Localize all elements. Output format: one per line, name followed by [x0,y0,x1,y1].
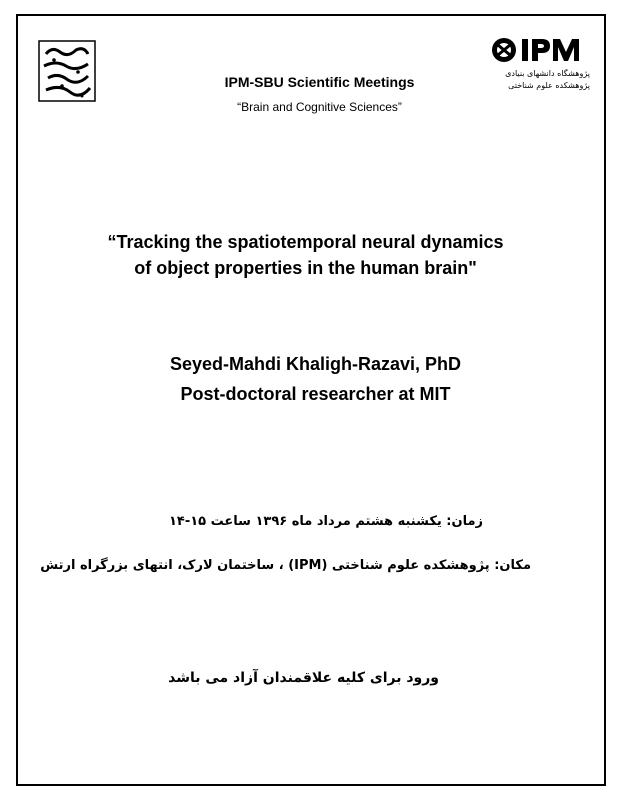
entry-note: ورود برای کلیه علاقمندان آزاد می باشد [168,670,439,686]
speaker-block [4,349,623,409]
speaker-position: Post-doctoral researcher at MIT [180,384,451,404]
speaker-name: Seyed-Mahdi Khaligh-Razavi, PhD [169,354,462,374]
ipm-logo-icon [490,36,588,64]
meeting-title: IPM-SBU Scientific Meetings [224,74,415,90]
sbu-calligraphy-logo-icon [38,40,96,102]
event-time: زمان: یکشنبه هشتم مرداد ماه ۱۳۹۶ ساعت ۱۵-۱۴ [168,514,483,529]
talk-title-line1: “Tracking the spatiotemporal neural dynamics [107,232,504,252]
ipm-subtitle-line2: پژوهشکده علوم شناختی [508,81,590,90]
ipm-subtitle-line1: پژوهشگاه دانشهای بنیادی [505,69,590,78]
meeting-subtitle: “Brain and Cognitive Sciences” [237,100,402,114]
event-place: مکان: پژوهشکده علوم شناختی (IPM) ، ساختمان لارک، انتهای بزرگراه ارتش [40,558,531,573]
talk-title [0,229,617,281]
talk-title-line2: of object properties in the human brain" [134,258,477,278]
